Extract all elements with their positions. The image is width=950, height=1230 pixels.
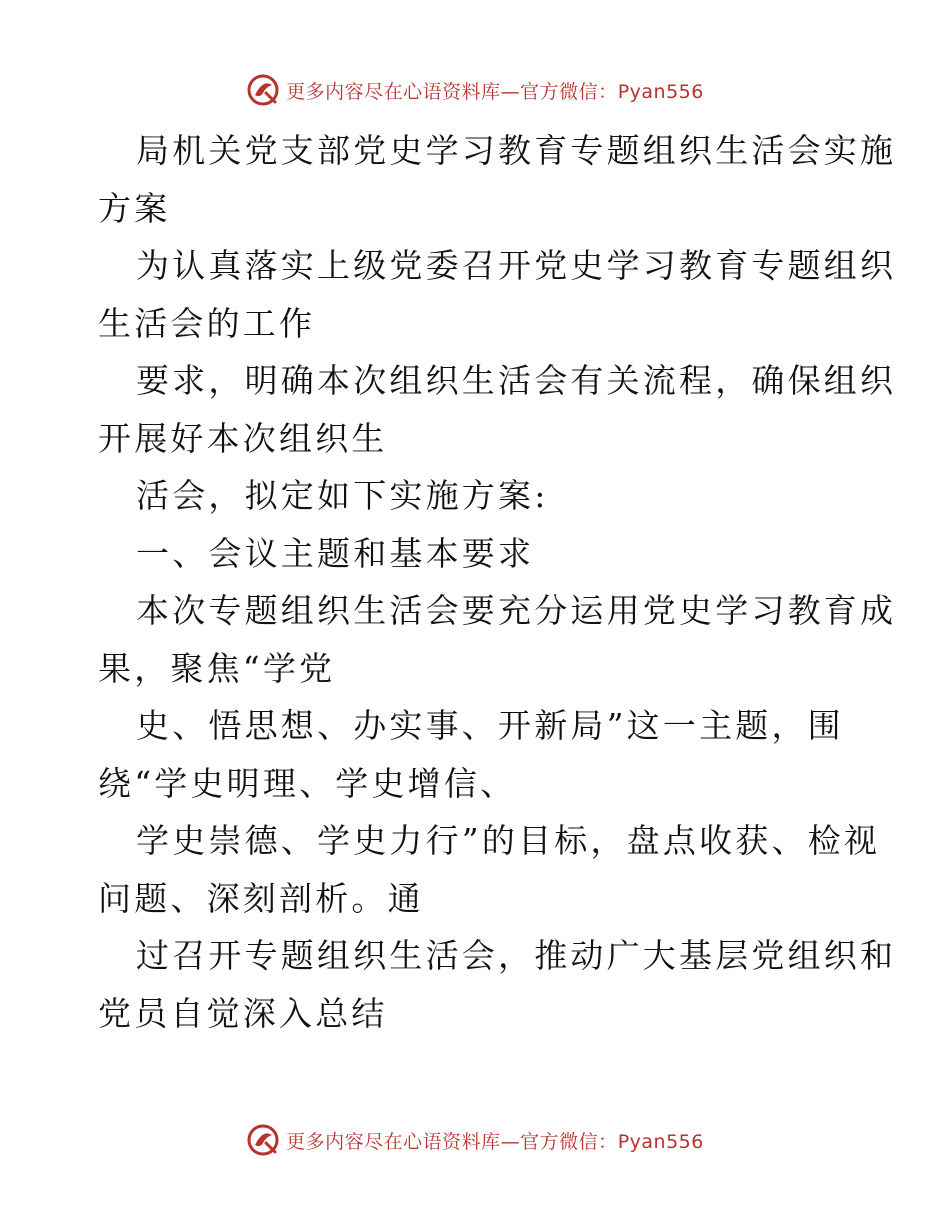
- banner-dash: —: [500, 80, 521, 103]
- document-body: [98, 122, 897, 1042]
- document-line: 为认真落实上级党委召开党史学习教育专题组织: [136, 246, 897, 285]
- document-line: 方案: [98, 188, 171, 228]
- banner-site-text: 更多内容尽在心语资料库: [286, 1130, 501, 1153]
- document-line: 过召开专题组织生活会，推动广大基层党组织和: [136, 936, 897, 975]
- header-banner: [0, 70, 950, 110]
- footer-banner: [0, 1120, 950, 1160]
- banner-wechat-id: Pyan556: [617, 1130, 704, 1153]
- banner-wechat-label: 官方微信：: [520, 80, 618, 103]
- document-line: 局机关党支部党史学习教育专题组织生活会实施: [136, 131, 897, 170]
- document-line: 一、会议主题和基本要求: [136, 533, 535, 573]
- banner-site-text: 更多内容尽在心语资料库: [286, 80, 501, 103]
- banner-wechat-label: 官方微信：: [520, 1130, 618, 1153]
- document-line: 活会，拟定如下实施方案:: [136, 476, 549, 515]
- document-line: 问题、深刻剖析。通: [98, 878, 424, 918]
- document-line: 党员自觉深入总结: [98, 993, 388, 1033]
- document-line: 学史崇德、学史力行”的目标，盘点收获、检视: [136, 821, 881, 860]
- seal-logo-icon: [246, 73, 280, 107]
- seal-logo-icon: [246, 1123, 280, 1157]
- document-line: 史、悟思想、办实事、开新局”这一主题，围: [136, 706, 844, 745]
- document-line: 绕“学史明理、学史增信、: [98, 763, 517, 803]
- document-line: 果，聚焦“学党: [98, 648, 336, 688]
- document-line: 本次专题组织生活会要充分运用党史学习教育成: [136, 591, 897, 630]
- banner-text: [286, 1127, 704, 1154]
- document-line: 生活会的工作: [98, 303, 316, 343]
- document-line: 开展好本次组织生: [98, 418, 388, 458]
- banner-dash: —: [500, 1130, 521, 1153]
- document-line: 要求，明确本次组织生活会有关流程，确保组织: [136, 361, 897, 400]
- banner-wechat-id: Pyan556: [617, 80, 704, 103]
- banner-text: [286, 77, 704, 104]
